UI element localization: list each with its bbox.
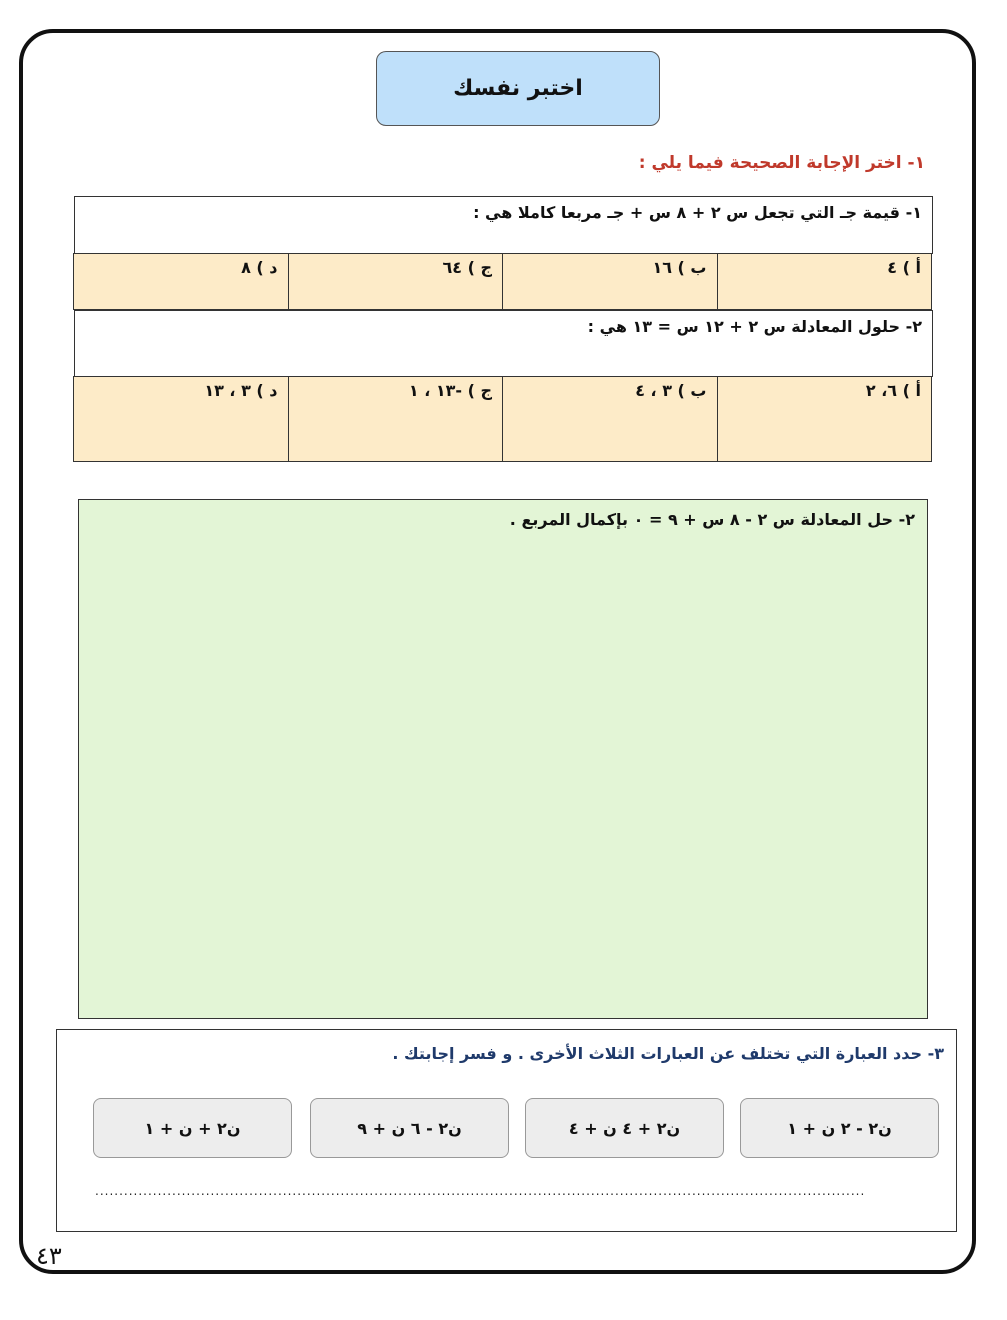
option-c[interactable]: ج ) -١٣ ، ١ — [288, 377, 503, 461]
section3 — [56, 1029, 957, 1232]
section1-heading: ١- اختر الإجابة الصحيحة فيما يلي : — [638, 153, 925, 173]
section2-answer-area[interactable] — [78, 499, 928, 1019]
option-d[interactable]: د ) ٨ — [241, 258, 278, 277]
option-d[interactable]: د ) ٣ ، ١٣ — [204, 381, 278, 400]
question-1: ١- قيمة جـ التي تجعل س ٢ + ٨ س + جـ مربعا كاملا هي : — [74, 196, 933, 254]
expression-card-4[interactable]: ن٢ + ن + ١ — [93, 1098, 292, 1158]
option-c[interactable]: ج ) ٦٤ — [288, 254, 503, 309]
question-1-options — [73, 253, 932, 310]
section3-question: ٣- حدد العبارة التي تختلف عن العبارات الثلاث الأخرى . و فسر إجابتك . — [392, 1044, 944, 1063]
option-a[interactable]: أ ) ٦، ٢ — [717, 377, 932, 461]
option-b[interactable]: ب ) ١٦ — [502, 254, 717, 309]
section2-question: ٢- حل المعادلة س ٢ - ٨ س + ٩ = ٠ بإكمال المربع . — [509, 510, 915, 529]
option-b[interactable]: ب ) ٣ ، ٤ — [502, 377, 717, 461]
question-2-options — [73, 376, 932, 462]
expression-card-1[interactable]: ن٢ - ٢ ن + ١ — [740, 1098, 939, 1158]
answer-line[interactable]: ................................................................................................................................................................ — [95, 1184, 866, 1198]
question-2: ٢- حلول المعادلة س ٢ + ١٢ س = ١٣ هي : — [74, 310, 933, 377]
page-title: اختبر نفسك — [376, 51, 660, 126]
expression-card-3[interactable]: ن٢ - ٦ ن + ٩ — [310, 1098, 509, 1158]
option-a[interactable]: أ ) ٤ — [717, 254, 932, 309]
expression-card-2[interactable]: ن٢ + ٤ ن + ٤ — [525, 1098, 724, 1158]
page-number: ٤٣ — [36, 1242, 62, 1270]
